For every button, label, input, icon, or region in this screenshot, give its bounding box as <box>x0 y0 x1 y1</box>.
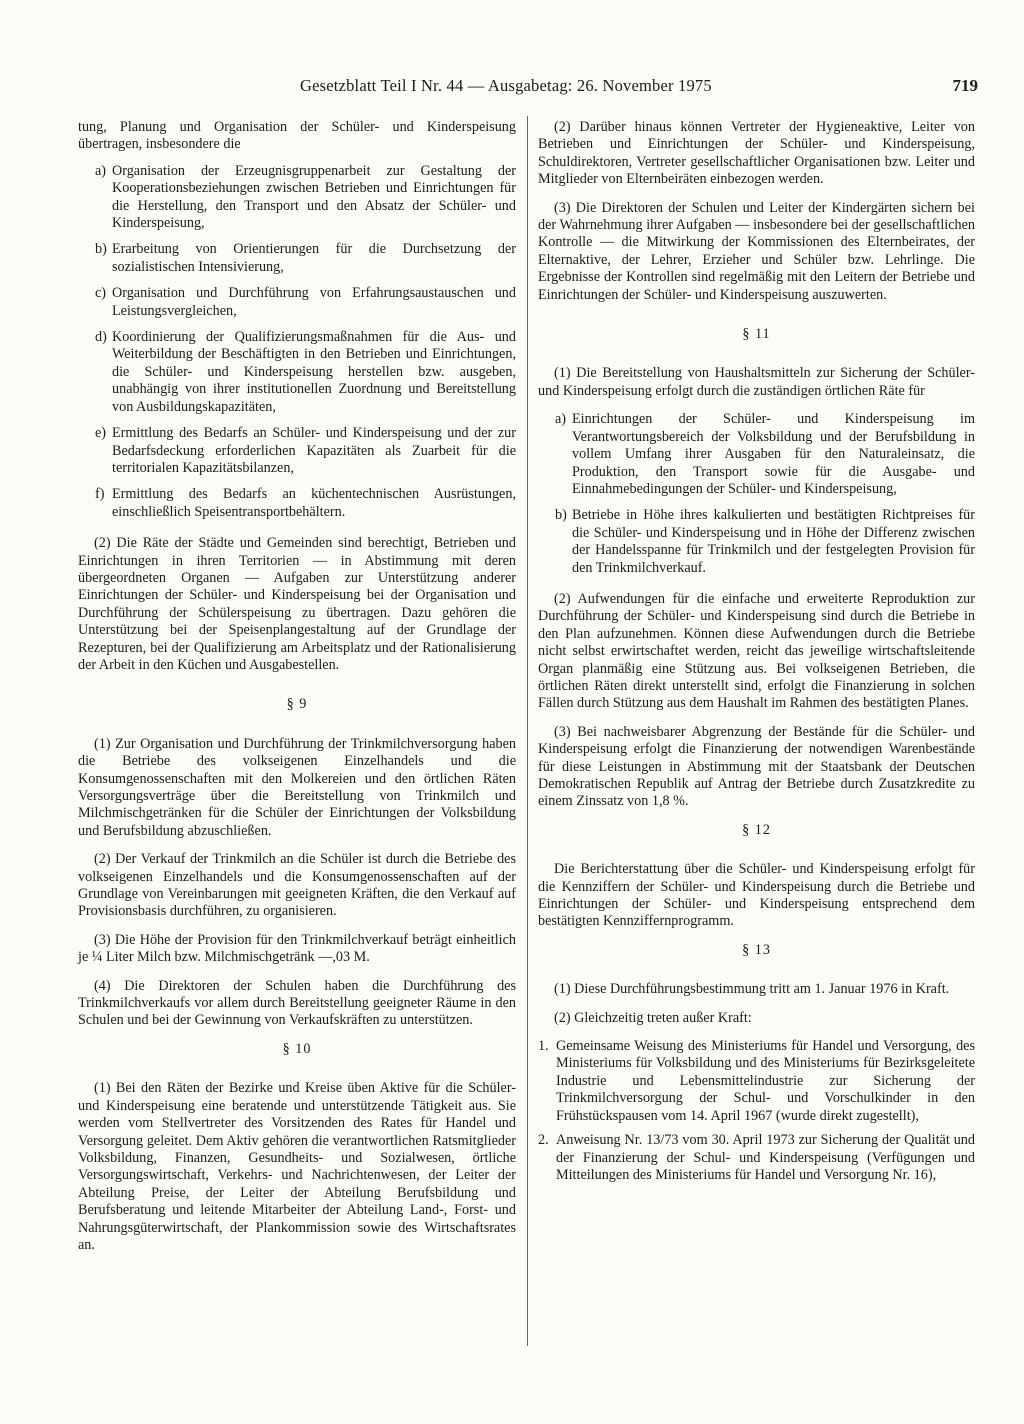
list-label: e) <box>95 425 107 442</box>
list-item-f <box>95 486 516 521</box>
list-text: Koordinierung der Qualifizierungsmaßnahmen für die Aus- und Weiterbildung der Beschäftigten in den Betrieben und Einrichtungen, die Schüler- und Kinderspeisung herstellen bzw. ausgeben, unabhängig von ihrer institutionellen Zuordnung und Bereitstellung von Ausbildungskapazitäten, <box>112 329 516 415</box>
column-divider <box>527 116 528 1346</box>
right-column <box>538 119 975 1191</box>
list-item-c <box>95 285 516 320</box>
numbered-item-2 <box>538 1132 975 1184</box>
paragraph-11-3: (3) Bei nachweisbarer Abgrenzung der Bestände für die Schüler- und Kinderspeisung erfolgt die Finanzierung der notwendigen Warenbestände für diese Leistungen in Abstimmung mit der Staatsbank der Deutschen Demokratischen Republik auf Antrag der Betriebe durch Zusatzkredite zu einem Zinssatz von 1,8 %. <box>538 723 975 810</box>
list-label: d) <box>95 329 107 346</box>
paragraph-11-2: (2) Aufwendungen für die einfache und erweiterte Reproduktion zur Durchführung der Schüler- und Kinderspeisung sind durch die Betriebe in den Plan aufzunehmen. Können diese Aufwendungen durch die Betriebe nicht selbst erwirtschaftet werden, reicht das jeweilige wirtschaftsleitende Organ planmäßig eine Stützung aus. Bei volkseigenen Betrieben, die örtlichen Räten direkt unterstellt sind, erfolgt die Finanzierung in solchen Fällen durch Stützung aus dem Haushalt im Rahmen des bestätigten Planes. <box>538 590 975 712</box>
numbered-item-1 <box>538 1038 975 1125</box>
list-label: 1. <box>538 1038 549 1055</box>
paragraph-9-2: (2) Der Verkauf der Trinkmilch an die Schüler ist durch die Betriebe des volkseigenen Einzelhandels und die Konsumgenossenschaften auf der Grundlage von Vereinbarungen mit geeigneten Kräften, die den Verkauf auf Provisionsbasis durchführen, zu organisieren. <box>78 851 516 920</box>
list-label: a) <box>555 411 567 428</box>
section-heading-11: § 11 <box>742 326 771 343</box>
section-heading-12: § 12 <box>742 821 771 838</box>
list-item-a <box>95 163 516 233</box>
header-title: Gesetzblatt Teil I Nr. 44 — Ausgabetag: 26. November 1975 <box>300 76 712 95</box>
left-column <box>78 119 516 1265</box>
list-label: b) <box>95 241 107 258</box>
list-text: Einrichtungen der Schüler- und Kinderspeisung im Verantwortungsbereich der Volksbildung und der Berufsbildung in vollem Umfang ihrer Ausgaben für den Naturaleinsatz, die Produktion, den Transport sowie für die Ausgabe- und Einnahmebedingungen der Schüler- und Kinderspeisung, <box>572 411 975 497</box>
list-item-d <box>95 329 516 416</box>
list-item-b <box>95 241 516 276</box>
paragraph-11-1: (1) Die Bereitstellung von Haushaltsmitteln zur Sicherung der Schüler- und Kinderspeisung erfolgt durch die zuständigen örtlichen Räte für <box>538 365 975 399</box>
list-label: b) <box>555 507 567 524</box>
section-heading-9: § 9 <box>286 696 308 713</box>
list-item-11-b <box>555 507 975 577</box>
paragraph-9-4: (4) Die Direktoren der Schulen haben die Durchführung des Trinkmilchverkaufs vor allem durch Bereitstellung geeigneter Räume in den Schulen und bei der Gewinnung von Verkaufskräften zu unterstützen. <box>78 977 516 1029</box>
paragraph-13-1: (1) Diese Durchführungsbestimmung tritt am 1. Januar 1976 in Kraft. <box>554 981 950 998</box>
paragraph-10-1: (1) Bei den Räten der Bezirke und Kreise üben Aktive für die Schüler- und Kinderspeisung eine beratende und unterstützende Tätigkeit aus. Sie werden vom Stellvertreter des Vorsitzenden des Rates für Handel und Versorgung geleitet. Dem Aktiv gehören die verantwortlichen Ratsmitglieder Volksbildung, Finanzen, Gesundheits- und Sozialwesen, örtliche Versorgungswirtschaft, Verkehrs- und Nachrichtenwesen, der Leiter der Abteilung Preise, der Leiter der Abteilung Berufsbildung und Berufsberatung und leitende Mitarbeiter der Abteilung Land-, Forst- und Nahrungsgüterwirtschaft, der Plankommission sowie des Wirtschaftsrates an. <box>78 1080 516 1253</box>
paragraph-10-2: (2) Darüber hinaus können Vertreter der Hygieneaktive, Leiter von Betrieben und Einrichtungen der Schüler- und Kinderspeisung, Schuldirektoren, Vertreter gesellschaftlicher Organisationen bzw. Leiter und Mitglieder von Elternbeiräten einbezogen werden. <box>538 119 975 188</box>
paragraph-13-2: (2) Gleichzeitig treten außer Kraft: <box>554 1009 752 1026</box>
list-text: Organisation der Erzeugnisgruppenarbeit zur Gestaltung der Kooperationsbeziehungen zwischen Betrieben und Einrichtungen für die Herstellung, den Transport und den Absatz der Schüler- und Kinderspeisung, <box>112 162 516 232</box>
paragraph-10-3: (3) Die Direktoren der Schulen und Leiter der Kindergärten sichern bei der Wahrnehmung ihrer Aufgaben — insbesondere bei der gesellschaftlichen Kontrolle — die Mitwirkung der Kommissionen des Elternbeirates, der Elternaktive, der Lehrer, Erzieher und Schüler bzw. Lehrlinge. Die Ergebnisse der Kontrollen sind regelmäßig mit den Leitern der Betriebe und Einrichtungen der Schüler- und Kinderspeisung auszuwerten. <box>538 199 975 303</box>
list-item-11-a <box>555 411 975 498</box>
page-number: 719 <box>952 76 978 95</box>
list-text: Ermittlung des Bedarfs an Schüler- und Kinderspeisung und der zur Bedarfsdeckung erforderlichen Kapazitäten als Zuarbeit für die territorialen Kapazitätsbilanzen, <box>112 425 516 476</box>
list-label: f) <box>95 486 105 503</box>
paragraph-9-3: (3) Die Höhe der Provision für den Trinkmilchverkauf beträgt einheitlich je ¼ Liter Milch bzw. Milchmischgetränk —,03 M. <box>78 931 516 966</box>
list-text: Gemeinsame Weisung des Ministeriums für Handel und Versorgung, des Ministeriums für Volksbildung und des Ministeriums für Bezirksgeleitete Industrie und Lebensmittelindustrie zur Sicherung der Trinkmilchversorgung der Schul- und Vorschulkinder in den Frühstückspausen vom 14. April 1967 (wurde direkt zugestellt), <box>556 1038 975 1124</box>
list-item-e <box>95 425 516 477</box>
list-text: Anweisung Nr. 13/73 vom 30. April 1973 zur Sicherung der Qualität und der Finanzierung der Schul- und Kinderspeisung (Verfügungen und Mitteilungen des Ministeriums für Handel und Versorgung Nr. 16), <box>556 1132 975 1183</box>
paragraph-9-1: (1) Zur Organisation und Durchführung der Trinkmilchversorgung haben die Betriebe des volkseigenen Einzelhandels und die Konsumgenossenschaften mit den Molkereien und den örtlichen Räten Versorgungsverträge über die Bereitstellung von Trinkmilch und Milchmischgetränken für die Schüler der Einrichtungen der Volksbildung und Berufsbildung abzuschließen. <box>78 735 516 839</box>
list-label: a) <box>95 162 107 179</box>
list-text: Organisation und Durchführung von Erfahrungsaustauschen und Leistungsvergleichen, <box>112 285 516 319</box>
page-header <box>70 76 980 100</box>
paragraph-intro: tung, Planung und Organisation der Schüler- und Kinderspeisung übertragen, insbesondere die <box>78 119 516 153</box>
paragraph-12-1: Die Berichterstattung über die Schüler- und Kinderspeisung erfolgt für die Kennziffern der Schüler- und Kinderspeisung durch die Betriebe und Einrichtungen der Schüler- und Kinderspeisung entsprechend dem bestätigten Kennziffernprogramm. <box>538 861 975 930</box>
section-heading-13: § 13 <box>742 941 771 958</box>
list-label: 2. <box>538 1132 549 1149</box>
list-label: c) <box>95 285 107 302</box>
section-heading-10: § 10 <box>282 1040 312 1057</box>
list-text: Erarbeitung von Orientierungen für die Durchsetzung der sozialistischen Intensivierung, <box>112 241 516 275</box>
list-text: Betriebe in Höhe ihres kalkulierten und bestätigten Richtpreises für die Schüler- und Kinderspeisung und in Höhe der Differenz zwischen der Handelsspanne für Trinkmilch und der festgelegten Provision für den Trinkmilchverkauf. <box>572 507 975 576</box>
paragraph-8-2: (2) Die Räte der Städte und Gemeinden sind berechtigt, Betrieben und Einrichtungen in ihren Territorien — in Abstimmung mit deren übergeordneten Organen — Aufgaben zur Unterstützung anderer Einrichtungen der Schüler- und Kinderspeisung bei der Organisation und Durchführung der Schülerspeisung zu übertragen. Dazu gehören die Unterstützung bei der Speisenplangestaltung auf der Grundlage der Rezepturen, bei der Qualifizierung am Arbeitsplatz und der Rationalisierung der Arbeit in den Küchen und Ausgabestellen. <box>78 535 516 673</box>
list-text: Ermittlung des Bedarfs an küchentechnischen Ausrüstungen, einschließlich Speisentransportbehältern. <box>112 486 516 520</box>
